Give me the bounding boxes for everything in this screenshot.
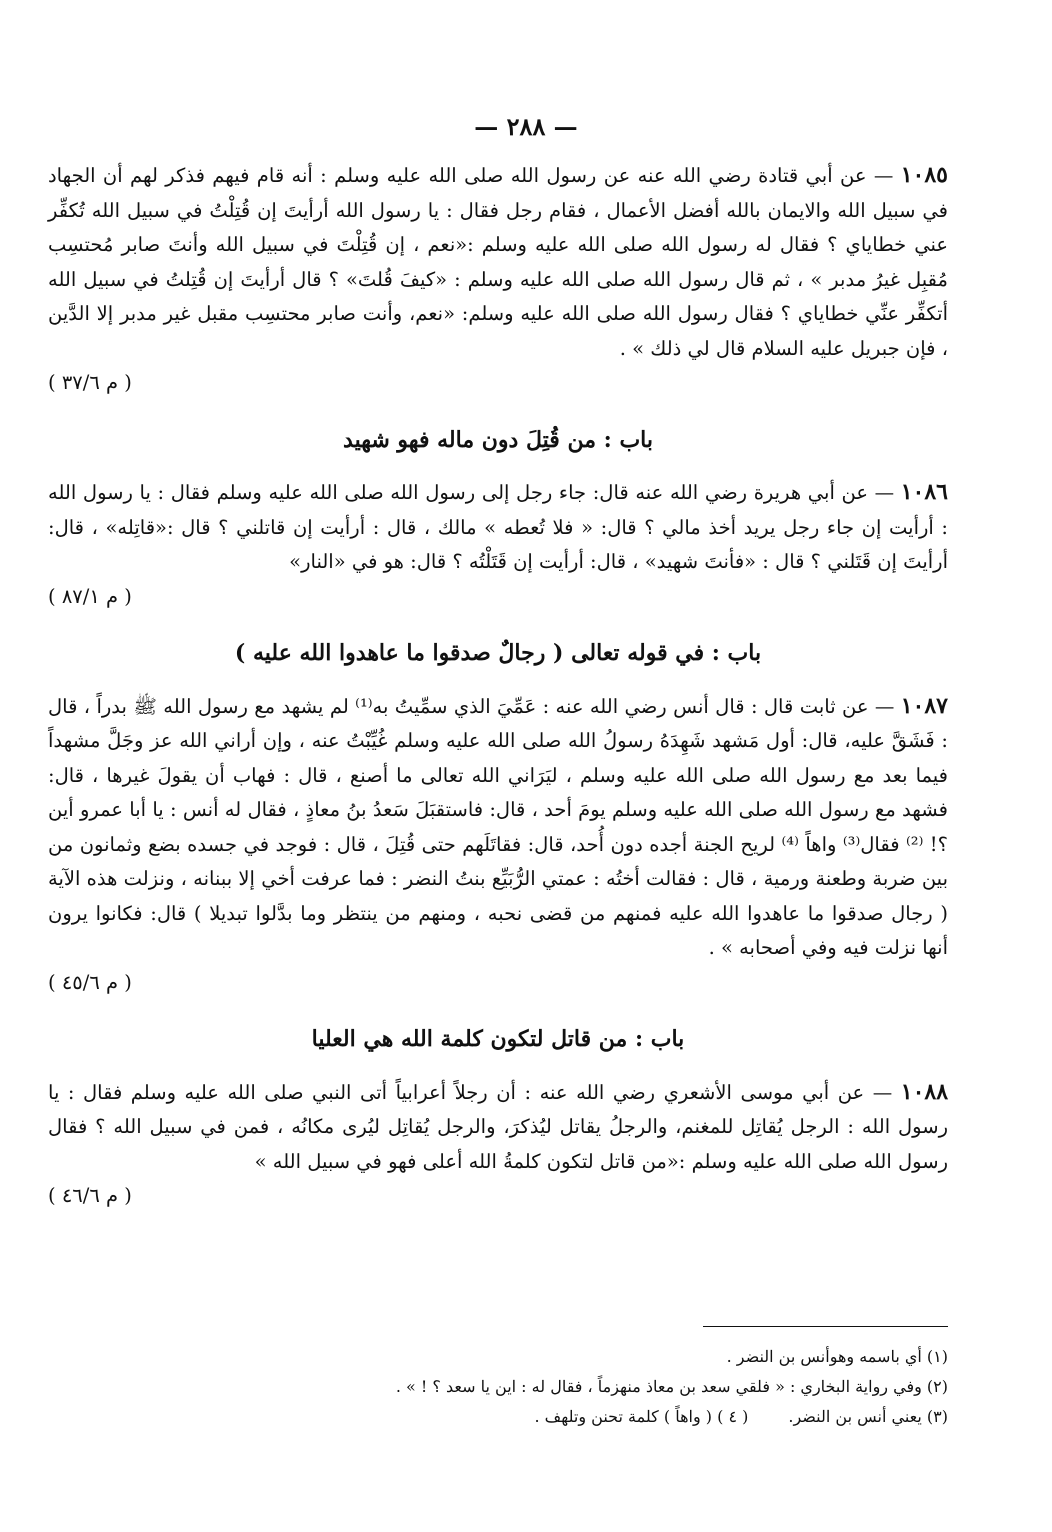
hadith-text: — عن أبي هريرة رضي الله عنه قال: جاء رجل إلى رسول الله صلى الله عليه وسلم فقال : يا رسول الله : أرأيت إن جاء رجل يريد أخذ مالي ؟ قال: « فلا تُعطه » مالك ، قال : أرأيت إن قاتلني ؟ قال :«قاتِله» ، قال: أرأيتَ إن قَتَلني ؟ قال : «فأنتَ شهيد» ، قال: أرأيت إن قَتَلْتُه ؟ قال: هو في «النار» [48, 481, 948, 573]
footnote-divider [703, 1326, 948, 1327]
hadith-text: — عن أبي قتادة رضي الله عنه عن رسول الله صلى الله عليه وسلم : أنه قام فيهم فذكر لهم أن الجهاد في سبيل الله والايمان بالله أفضل الأعمال ، فقام رجل فقال : يا رسول الله أرأيتَ إن قُتِلْتُ في سبيل الله تُكفِّر عني خطاياي ؟ فقال له رسول الله صلى الله عليه وسلم :«نعم ، إن قُتِلْتَ في سبيل الله وأنتَ صابر مُحتسِب مُقبِل غيرُ مدبر » ، ثم قال رسول الله صلى الله عليه وسلم : «كيفَ قُلتَ» ؟ قال أرأيتَ إن قُتِلتُ في سبيل الله أتكفِّر عنِّي خطاياي ؟ فقال رسول الله صلى الله عليه وسلم: «نعم، وأنت صابر محتسِب مقبل غير مدبر إلا الدَّين ، فإن جبريل عليه السلام قال لي ذلك » . [48, 164, 948, 360]
chapter-heading: باب : في قوله تعالى ( رجالٌ صدقوا ما عاهدوا الله عليه ) [234, 640, 762, 666]
hadith-reference: ( م ٤٥/٦ ) [48, 970, 132, 994]
hadith-number: ١٠٨٥ [900, 162, 948, 188]
hadith-reference: ( م ٣٧/٦ ) [48, 371, 132, 394]
hadith-1085 [48, 158, 948, 401]
footnote-3: (٣) يعني أنس بن النضر. [788, 1407, 948, 1426]
footnote-2: (٢) وفي رواية البخاري : « فلقي سعد بن معاذ منهزماً ، فقال له : اين يا سعد ؟ ! » . [395, 1377, 948, 1396]
footnote-1: (١) أي باسمه وهوأنس بن النضر . [726, 1347, 948, 1366]
footnote-row [88, 1402, 948, 1432]
footnotes [88, 1342, 948, 1432]
hadith-number: ١٠٨٦ [900, 479, 948, 505]
chapter-heading: باب : من قُتِلَ دون ماله فهو شهيد [343, 426, 653, 453]
hadith-reference: ( م ٤٦/٦ ) [48, 1184, 132, 1207]
hadith-text: — عن ثابت قال : قال أنس رضي الله عنه : عَمِّيَ الذي سمِّيتُ به⁽¹⁾ لم يشهد مع رسول الله ﷺ بدراً ، قال : فَشَقَّ عليه، قال: أول مَشهد شَهِدَهُ رسولُ الله صلى الله عليه وسلم غُيِّبْتُ عنه ، وإن أراني الله عز وجَلَّ مشهداً فيما بعد مع رسول الله صلى الله عليه وسلم ، ليَرَاني الله تعالى ما أصنع ، قال : فهاب أن يقولَ غيرها ، قال: فشهد مع رسول الله صلى الله عليه وسلم يومَ أحد ، قال: فاستقبَلَ سَعدُ بنُ معاذٍ ، فقال له أنس : يا أبا عمرو أين ؟! ⁽²⁾ فقال⁽³⁾ واهاً ⁽⁴⁾ لريح الجنة أجده دون أُحد، قال: فقاتَلَهم حتى قُتِلَ ، قال : فوجد في جسده بضع وثمانون من بين ضربة وطعنة ورمية ، قال : فقالت أختُه : عمتي الرُّبَيِّع بنتُ النضر : فما عرفت أخي إلا ببنانه ، ونزلت هذه الآية ( رجال صدقوا ما عاهدوا الله عليه فمنهم من قضى نحبه ، ومنهم من ينتظر وما بدَّلوا تبديلا ) قال: فكانوا يرون أنها نزلت فيه وفي أصحابه » . [48, 694, 948, 959]
hadith-number: ١٠٨٨ [900, 1078, 949, 1105]
footnote-4: ( ٤ ) ( واهاً ) كلمة تحنن وتلهف . [534, 1407, 749, 1426]
hadith-number: ١٠٨٧ [900, 692, 948, 719]
hadith-1086 [48, 475, 948, 614]
page-number: — ٢٨٨ — [474, 112, 578, 141]
hadith-1088 [48, 1075, 948, 1214]
hadith-reference: ( م ٨٧/١ ) [48, 584, 132, 608]
hadith-1087 [48, 689, 948, 1001]
chapter-heading: باب : من قاتل لتكون كلمة الله هي العليا [311, 1026, 685, 1052]
main-text [48, 158, 948, 1214]
hadith-text: — عن أبي موسى الأشعري رضي الله عنه : أن رجلاً أعرابياً أتى النبي صلى الله عليه وسلم فقال : يا رسول الله : الرجل يُقاتِل للمغنم، والرجلُ يقاتل ليُذكرَ، والرجل يُقاتِل ليُرى مكانُه ، فمن في سبيل الله ؟ فقال رسول الله صلى الله عليه وسلم :«من قاتل لتكون كلمةُ الله أعلى فهو في سبيل الله » [48, 1080, 948, 1173]
